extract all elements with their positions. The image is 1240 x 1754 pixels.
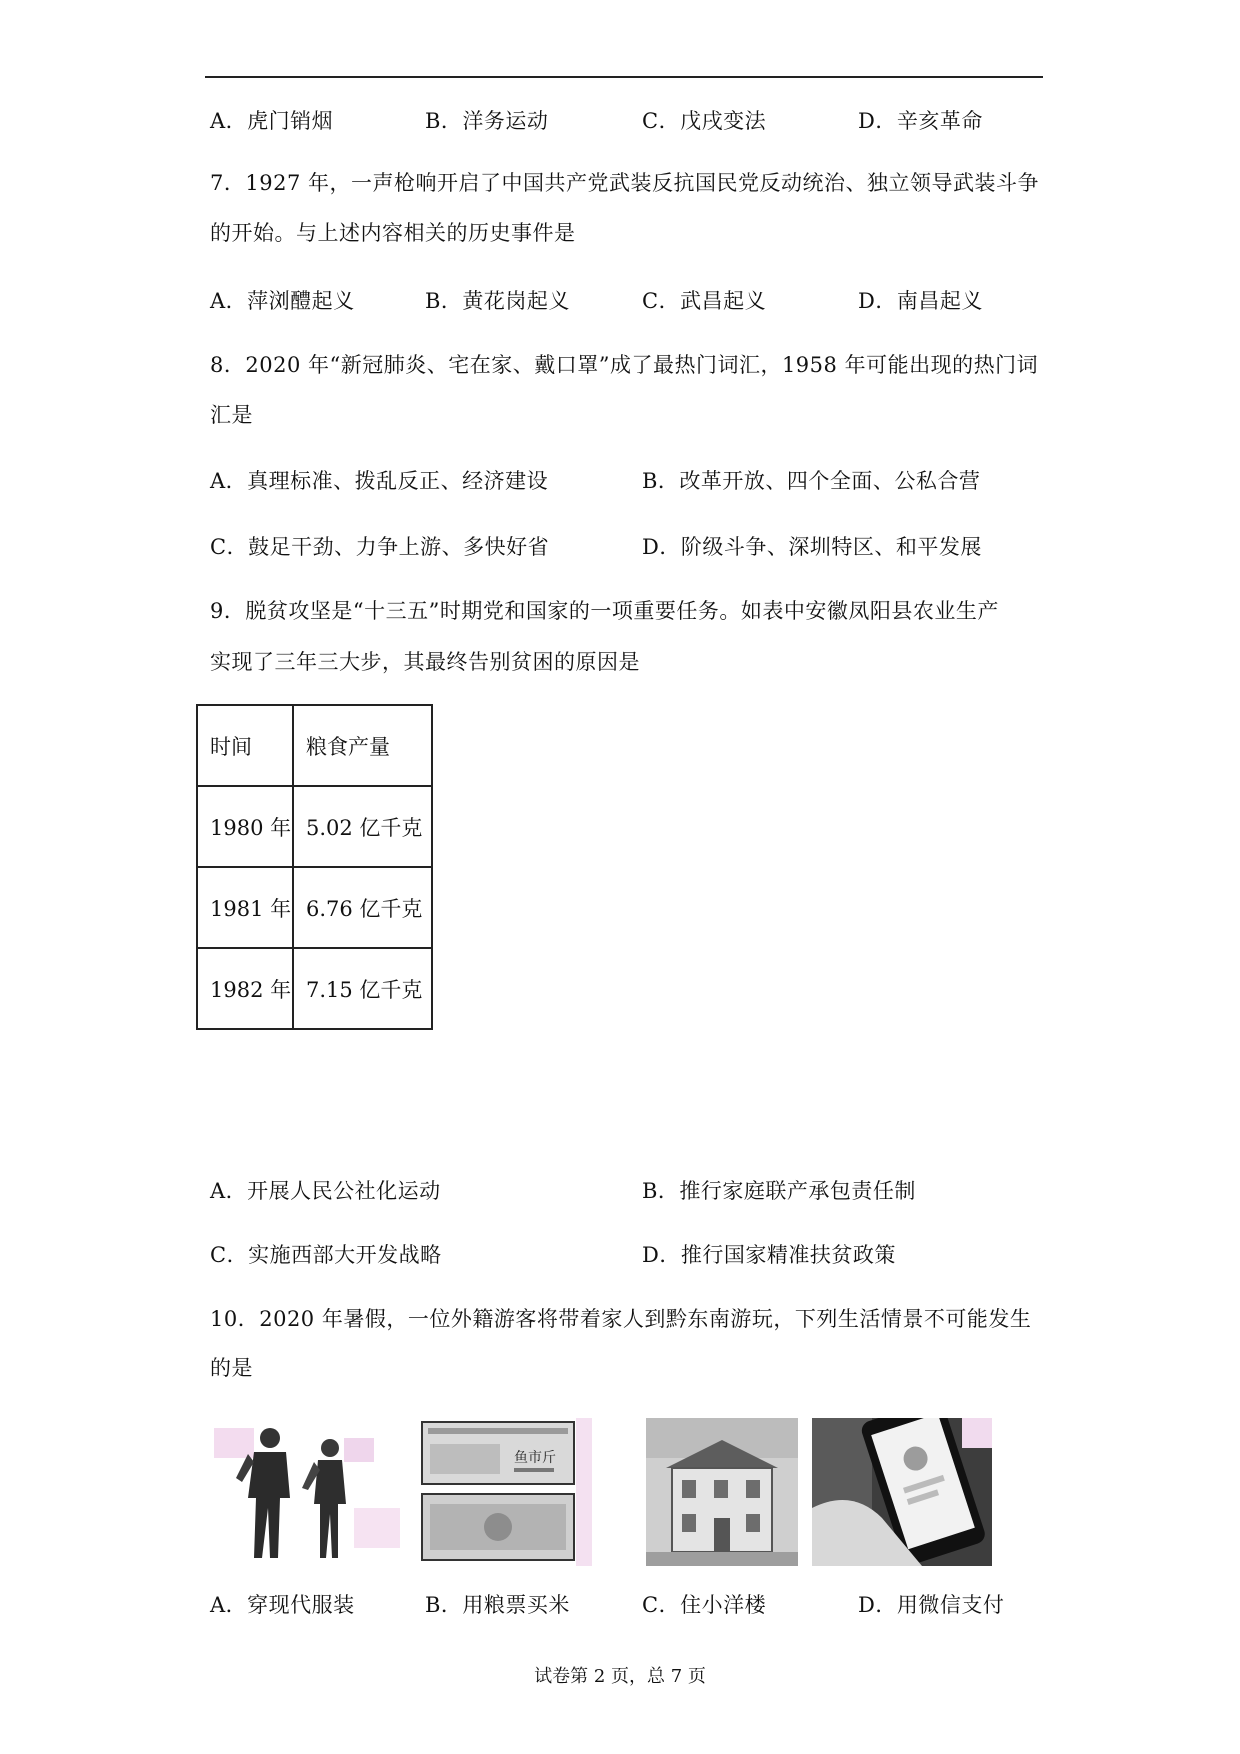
grain-output-table xyxy=(196,704,433,1030)
ticket-label: 鱼市斤 xyxy=(514,1450,556,1466)
q7-option-c[interactable]: C．武昌起义 xyxy=(642,289,767,313)
q10-option-c[interactable]: C．住小洋楼 xyxy=(642,1593,767,1617)
q9-option-d[interactable]: D．推行国家精准扶贫政策 xyxy=(642,1243,896,1267)
q6-option-b[interactable]: B．洋务运动 xyxy=(425,109,549,133)
q8-option-c[interactable]: C．鼓足干劲、力争上游、多快好省 xyxy=(210,535,550,559)
wechat-pay-picture xyxy=(812,1418,992,1566)
q6-option-c[interactable]: C．戊戌变法 xyxy=(642,109,767,133)
table-cell-year: 1980 年 xyxy=(197,786,293,867)
table-row xyxy=(197,867,432,948)
q8-option-a[interactable]: A．真理标准、拨乱反正、经济建设 xyxy=(210,469,549,493)
q7-stem-line1: 7．1927 年，一声枪响开启了中国共产党武装反抗国民党反动统治、独立领导武装斗争 xyxy=(210,171,1039,195)
table-row xyxy=(197,948,432,1029)
western-house-picture xyxy=(646,1418,798,1566)
q7-option-b[interactable]: B．黄花岗起义 xyxy=(425,289,570,313)
q9-option-b[interactable]: B．推行家庭联产承包责任制 xyxy=(642,1179,916,1203)
q8-option-b[interactable]: B．改革开放、四个全面、公私合营 xyxy=(642,469,981,493)
q6-option-d[interactable]: D．辛亥革命 xyxy=(858,109,983,133)
table-cell-output: 6.76 亿千克 xyxy=(293,867,432,948)
table-header-row xyxy=(197,705,432,786)
grain-ticket-picture xyxy=(420,1418,592,1566)
q10-stem-line2: 的是 xyxy=(210,1356,253,1380)
q8-stem-line1: 8．2020 年“新冠肺炎、宅在家、戴口罩”成了最热门词汇，1958 年可能出现的热门词 xyxy=(210,353,1039,377)
q7-stem-line2: 的开始。与上述内容相关的历史事件是 xyxy=(210,221,576,245)
q6-option-a[interactable]: A．虎门销烟 xyxy=(210,109,334,133)
q9-option-a[interactable]: A．开展人民公社化运动 xyxy=(210,1179,441,1203)
q9-stem-line2: 实现了三年三大步，其最终告别贫困的原因是 xyxy=(210,650,640,674)
q9-stem-line1: 9．脱贫攻坚是“十三五”时期党和国家的一项重要任务。如表中安徽凤阳县农业生产 xyxy=(210,599,999,623)
q8-stem-line2: 汇是 xyxy=(210,403,253,427)
q10-option-b[interactable]: B．用粮票买米 xyxy=(425,1593,570,1617)
table-cell-output: 7.15 亿千克 xyxy=(293,948,432,1029)
table-cell-output: 5.02 亿千克 xyxy=(293,786,432,867)
q7-option-d[interactable]: D．南昌起义 xyxy=(858,289,983,313)
table-header-time: 时间 xyxy=(197,705,293,786)
table-cell-year: 1982 年 xyxy=(197,948,293,1029)
q9-option-c[interactable]: C．实施西部大开发战略 xyxy=(210,1243,442,1267)
table-header-output: 粮食产量 xyxy=(293,705,432,786)
q8-option-d[interactable]: D．阶级斗争、深圳特区、和平发展 xyxy=(642,535,982,559)
q10-option-d[interactable]: D．用微信支付 xyxy=(858,1593,1005,1617)
page-footer: 试卷第 2 页，总 7 页 xyxy=(534,1666,706,1687)
table-row xyxy=(197,786,432,867)
q10-option-a[interactable]: A．穿现代服装 xyxy=(210,1593,355,1617)
header-rule xyxy=(205,76,1043,78)
q10-stem-line1: 10．2020 年暑假，一位外籍游客将带着家人到黔东南游玩，下列生活情景不可能发生 xyxy=(210,1307,1032,1331)
q7-option-a[interactable]: A．萍浏醴起义 xyxy=(210,289,355,313)
modern-clothing-picture xyxy=(214,1418,400,1566)
table-cell-year: 1981 年 xyxy=(197,867,293,948)
